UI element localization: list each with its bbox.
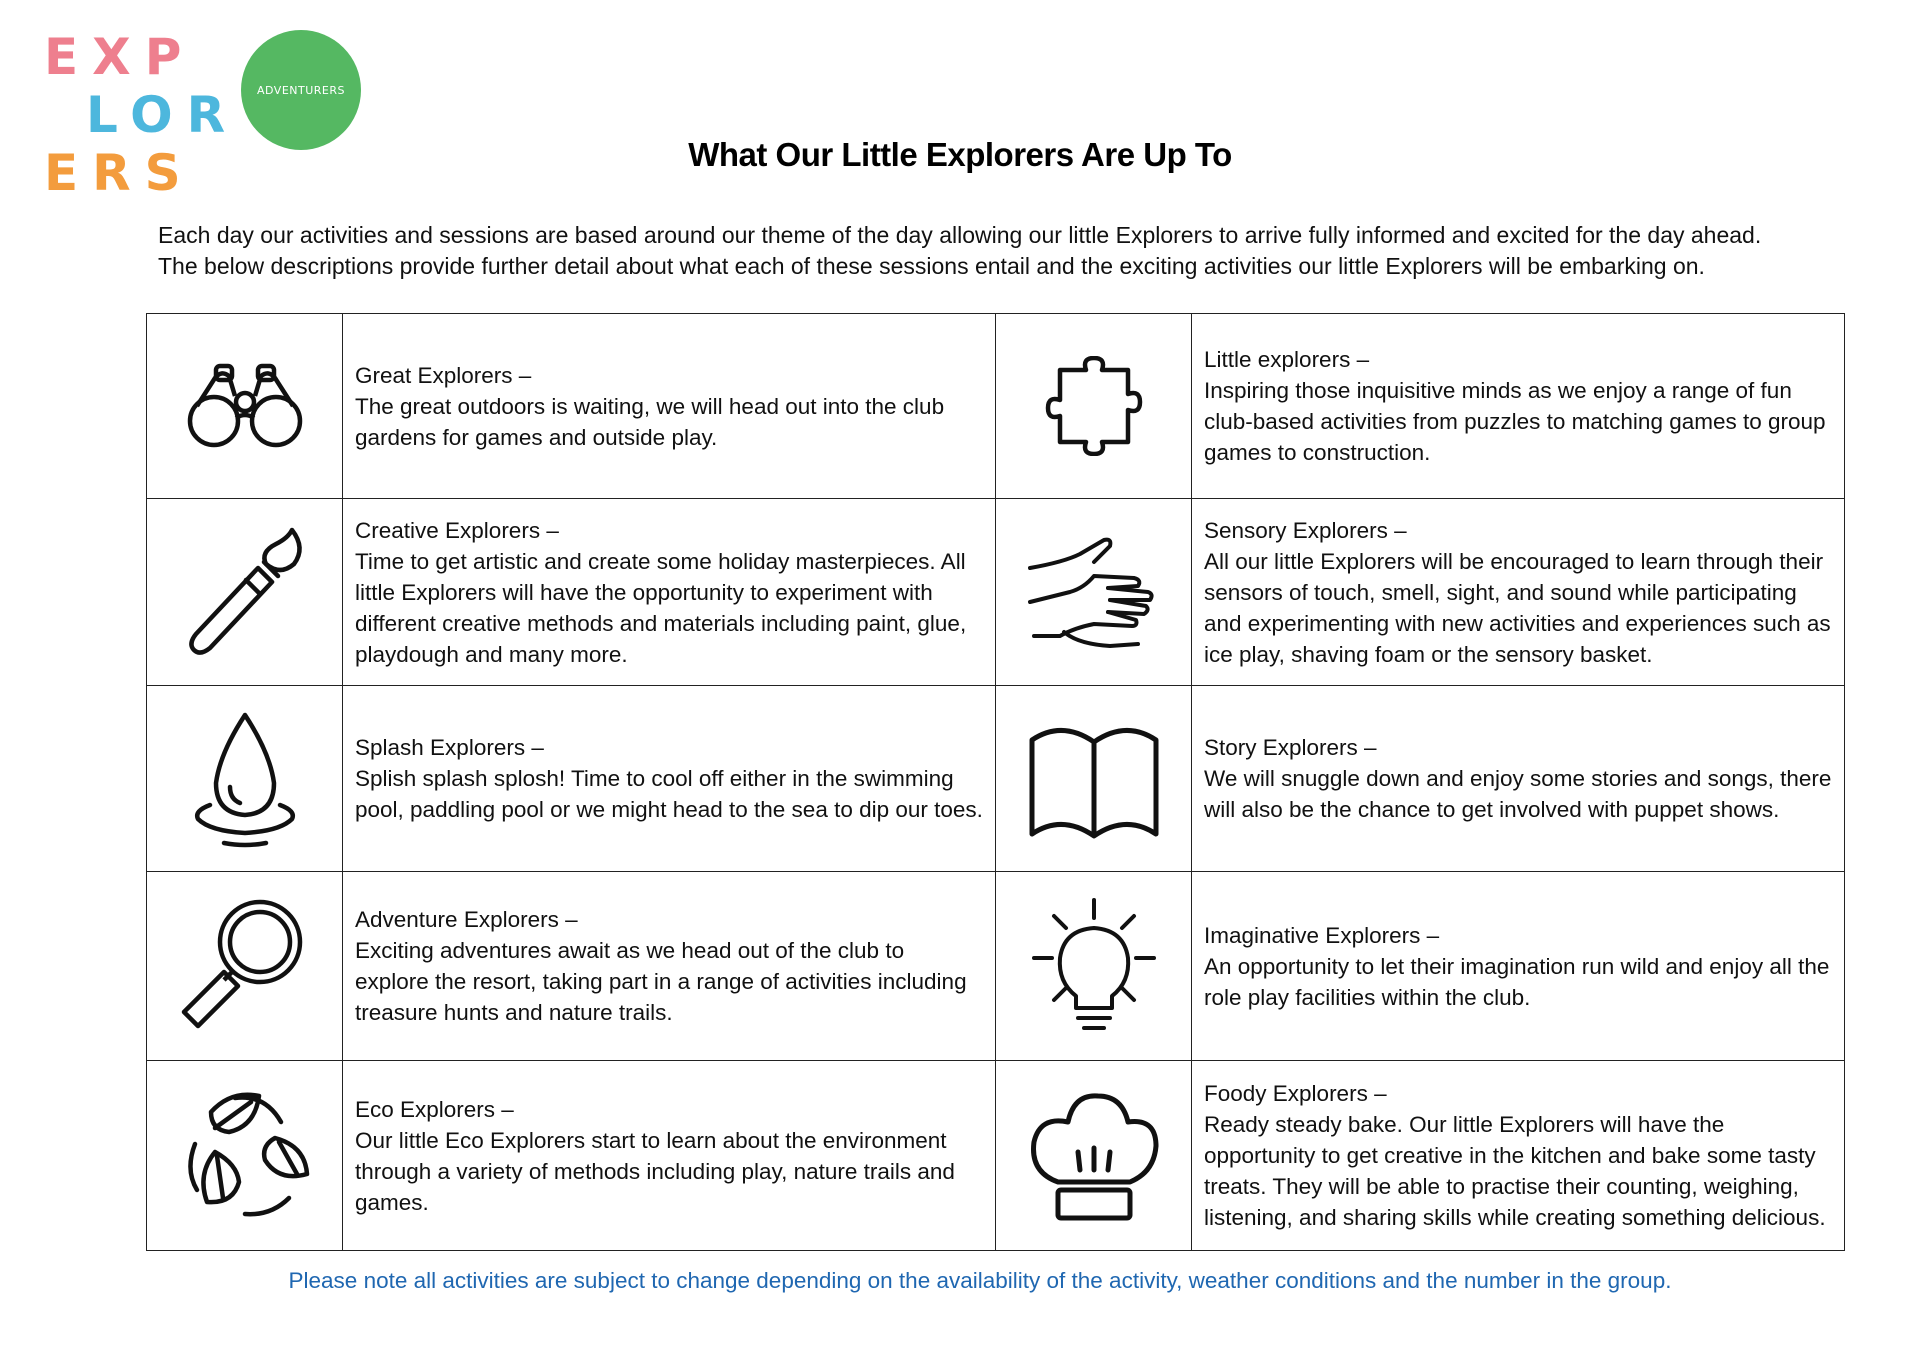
paintbrush-icon [180, 522, 310, 662]
session-icon-cell [996, 499, 1192, 686]
explorers-logo [44, 28, 239, 202]
badge-text: ADVENTURERS [257, 83, 345, 97]
session-text: Time to get artistic and create some holiday masterpieces. All little Explorers will have the opportunity to experiment with different creative methods and materials including paint, glue, playdough and many more. [355, 548, 967, 667]
session-description [343, 686, 996, 872]
intro-text [158, 220, 1818, 282]
session-icon-cell [996, 686, 1192, 872]
adventurers-badge [241, 30, 361, 150]
open-book-icon [1024, 714, 1164, 844]
session-description [343, 1061, 996, 1251]
table-row [147, 314, 1845, 499]
session-description [1192, 686, 1845, 872]
session-heading: Little explorers – [1204, 347, 1370, 372]
session-description [343, 872, 996, 1061]
session-description [1192, 499, 1845, 686]
light-bulb-icon [1024, 896, 1164, 1036]
table-row [147, 1061, 1845, 1251]
session-icon-cell [996, 872, 1192, 1061]
table-row [147, 686, 1845, 872]
table-row [147, 872, 1845, 1061]
chef-hat-icon [1024, 1086, 1164, 1226]
logo-line-1: EXP [44, 28, 196, 86]
session-icon-cell [147, 1061, 343, 1251]
session-heading: Foody Explorers – [1204, 1081, 1387, 1106]
logo-line-3: ERS [44, 144, 195, 202]
puzzle-piece-icon [1024, 356, 1164, 456]
magnifying-glass-icon [180, 896, 310, 1036]
session-text: We will snuggle down and enjoy some stories and songs, there will also be the chance to get involved with puppet shows. [1204, 766, 1832, 822]
recycle-leaves-icon [175, 1086, 315, 1226]
session-description [1192, 872, 1845, 1061]
session-icon-cell [147, 872, 343, 1061]
session-icon-cell [147, 314, 343, 499]
session-heading: Story Explorers – [1204, 735, 1377, 760]
water-drop-icon [180, 709, 310, 849]
session-description [343, 499, 996, 686]
disclaimer-note: Please note all activities are subject to change depending on the availability of the activity, weather conditions and the number in the group. [288, 1268, 1672, 1293]
session-text: The great outdoors is waiting, we will head out into the club gardens for games and outside play. [355, 393, 945, 450]
session-text: Inspiring those inquisitive minds as we enjoy a range of fun club-based activities from puzzles to matching games to group games to construction. [1204, 378, 1826, 465]
session-text: An opportunity to let their imagination run wild and enjoy all the role play facilities within the club. [1204, 953, 1830, 1010]
binoculars-icon [185, 356, 305, 456]
session-heading: Creative Explorers – [355, 517, 559, 543]
session-icon-cell [147, 686, 343, 872]
logo-line-2: LOR [86, 86, 240, 144]
session-text: Splish splash splosh! Time to cool off either in the swimming pool, paddling pool or we might head to the sea to dip our toes. [355, 766, 983, 822]
intro-line-2: The below descriptions provide further detail about what each of these sessions entail and the exciting activities our little Explorers will be embarking on. [158, 253, 1705, 279]
session-heading: Great Explorers – [355, 362, 532, 388]
session-heading: Splash Explorers – [355, 735, 544, 760]
session-heading: Eco Explorers – [355, 1096, 514, 1122]
intro-line-1: Each day our activities and sessions are based around our theme of the day allowing our little Explorers to arrive fully informed and excited for the day ahead. [158, 222, 1762, 248]
hands-touch-icon [1024, 532, 1164, 652]
session-description [1192, 314, 1845, 499]
sessions-table [146, 313, 1845, 1251]
page-title: What Our Little Explorers Are Up To [688, 136, 1232, 173]
session-description [1192, 1061, 1845, 1251]
table-row [147, 499, 1845, 686]
session-heading: Sensory Explorers – [1204, 517, 1407, 543]
session-icon-cell [996, 314, 1192, 499]
session-heading: Adventure Explorers – [355, 907, 578, 932]
session-text: Exciting adventures await as we head out of the club to explore the resort, taking part in a range of activities including treasure hunts and nature trails. [355, 938, 967, 1025]
session-text: Ready steady bake. Our little Explorers will have the opportunity to get creative in the kitchen and bake some tasty treats. They will be able to practise their counting, weighing, listening, and sharing skills while creating something delicious. [1204, 1112, 1826, 1230]
session-heading: Imaginative Explorers – [1204, 922, 1440, 948]
session-text: All our little Explorers will be encouraged to learn through their sensors of touch, smell, sight, and sound while participating and experimenting with new activities and experiences such as ice play, shaving foam or the sensory basket. [1204, 548, 1831, 667]
session-text: Our little Eco Explorers start to learn about the environment through a variety of methods including play, nature trails and games. [355, 1127, 955, 1215]
session-icon-cell [996, 1061, 1192, 1251]
session-icon-cell [147, 499, 343, 686]
session-description [343, 314, 996, 499]
